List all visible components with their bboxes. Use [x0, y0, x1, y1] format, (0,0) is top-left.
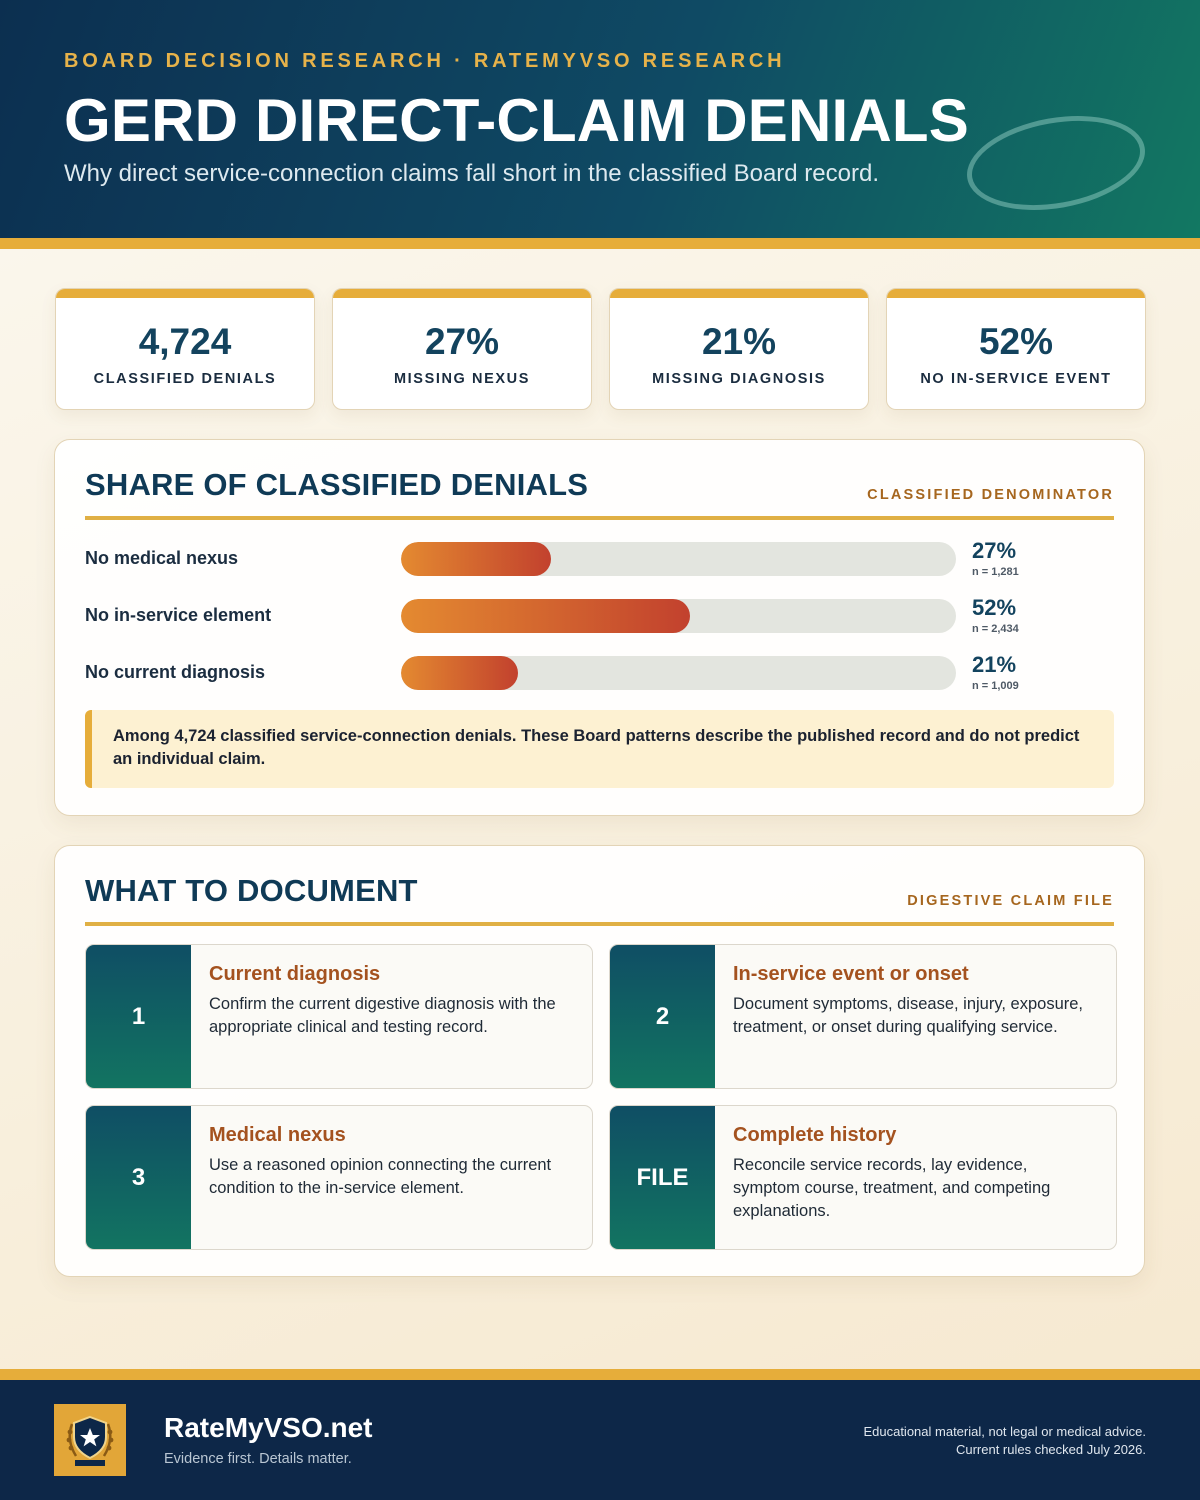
header-eyebrow: BOARD DECISION RESEARCH · RATEMYVSO RESEARCH — [64, 50, 786, 72]
share-panel-title: SHARE OF CLASSIFIED DENIALS — [85, 467, 589, 502]
footer-divider — [0, 1369, 1200, 1380]
doc-badge: 3 — [86, 1106, 191, 1249]
bar-row — [85, 538, 1114, 592]
share-panel-rule — [85, 516, 1114, 520]
bar-label: No medical nexus — [85, 548, 239, 568]
doc-badge: 1 — [86, 945, 191, 1088]
bar-row — [85, 595, 1114, 649]
bar-label: No in-service element — [85, 605, 272, 625]
document-panel-title: WHAT TO DOCUMENT — [85, 873, 418, 908]
bar-n-label: n = 2,434 — [972, 623, 1019, 635]
bar-fill — [401, 599, 690, 633]
doc-badge: FILE — [610, 1106, 715, 1249]
bar-value-label: 27% — [972, 538, 1017, 563]
doc-text: Document symptoms, disease, injury, exposure, treatment, or onset during qualifying service. — [733, 995, 1084, 1036]
bar-row — [85, 652, 1114, 706]
stat-label: CLASSIFIED DENIALS — [93, 371, 277, 387]
share-panel — [54, 439, 1145, 816]
disclaimer-line: Current rules checked July 2026. — [955, 1442, 1146, 1457]
stat-value: 27% — [424, 321, 500, 362]
stat-card-no-in-service-event — [886, 288, 1146, 410]
stat-card-classified-denials — [55, 288, 315, 410]
document-panel — [54, 845, 1145, 1277]
bar-fill — [401, 542, 551, 576]
bar-fill — [401, 656, 518, 690]
doc-title: In-service event or onset — [733, 963, 969, 985]
stat-value: 21% — [701, 321, 777, 362]
footer-tagline: Evidence first. Details matter. — [164, 1451, 352, 1467]
doc-title: Current diagnosis — [209, 963, 381, 985]
bar-track — [401, 656, 956, 690]
disclaimer-line: Educational material, not legal or medical advice. — [863, 1424, 1146, 1439]
doc-card-medical-nexus — [85, 1105, 593, 1250]
doc-card-in-service-event — [609, 944, 1117, 1089]
footer — [0, 1380, 1200, 1500]
bar-value-label: 52% — [972, 595, 1017, 620]
ring-icon — [960, 103, 1153, 223]
doc-text: Use a reasoned opinion connecting the current condition to the in-service element. — [209, 1156, 552, 1197]
footer-disclaimer — [863, 1423, 1146, 1459]
bar-value-label: 21% — [972, 652, 1017, 677]
doc-card-complete-history — [609, 1105, 1117, 1250]
doc-title: Complete history — [733, 1124, 897, 1146]
footer-brand: RateMyVSO.net — [164, 1412, 373, 1443]
document-panel-rule — [85, 922, 1114, 926]
stat-value: 4,724 — [138, 321, 232, 362]
stat-card-missing-nexus — [332, 288, 592, 410]
share-panel-tag: CLASSIFIED DENOMINATOR — [867, 487, 1114, 503]
bar-n-label: n = 1,281 — [972, 566, 1019, 578]
stat-value: 52% — [978, 321, 1054, 362]
doc-badge: 2 — [610, 945, 715, 1088]
stat-card-missing-diagnosis — [609, 288, 869, 410]
stat-label: MISSING DIAGNOSIS — [652, 371, 826, 387]
bar-n-label: n = 1,009 — [972, 680, 1019, 692]
doc-title: Medical nexus — [209, 1124, 346, 1146]
document-panel-tag: DIGESTIVE CLAIM FILE — [907, 893, 1114, 909]
stat-label: NO IN-SERVICE EVENT — [920, 371, 1112, 387]
shield-star-laurel-icon — [54, 1404, 126, 1476]
doc-card-current-diagnosis — [85, 944, 593, 1089]
header-banner — [0, 0, 1200, 238]
page-title: GERD DIRECT-CLAIM DENIALS — [64, 87, 969, 154]
bar-track — [401, 542, 956, 576]
bar-label: No current diagnosis — [85, 662, 266, 682]
callout-note: Among 4,724 classified service-connection denials. These Board patterns describe the published record and do not predict an individual claim. — [85, 710, 1114, 788]
stat-label: MISSING NEXUS — [393, 371, 530, 387]
doc-text: Confirm the current digestive diagnosis with the appropriate clinical and testing record. — [209, 995, 556, 1036]
header-divider — [0, 238, 1200, 249]
page-subtitle: Why direct service-connection claims fall short in the classified Board record. — [64, 160, 879, 187]
bar-track — [401, 599, 956, 633]
doc-text: Reconcile service records, lay evidence, symptom course, treatment, and competing explanations. — [733, 1156, 1051, 1220]
